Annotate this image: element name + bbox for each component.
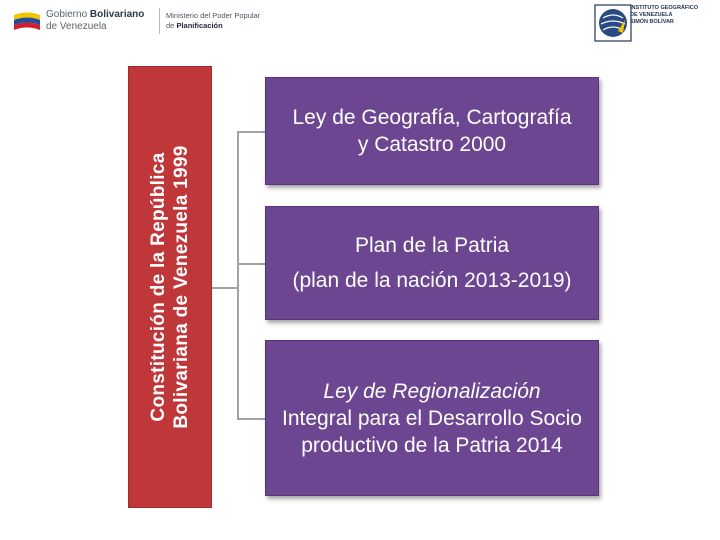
globe-icon [594,4,632,42]
root-node [128,66,212,508]
child-node-plan-patria [265,206,599,320]
ministry-line1: Ministerio del Poder Popular [166,11,261,20]
connector-branch-1 [237,131,265,133]
child-node-sublabel: Integral para el Desarrollo Socio productivo de la Patria 2014 [282,406,582,457]
child-node-ley-geografia [265,77,599,185]
gov-title: Gobierno Bolivariano [46,9,145,20]
connector-branch-3 [237,418,265,420]
ministry-line2: de Planificación [166,21,223,30]
institute-logo [594,4,710,46]
child-node-ley-regionalizacion [265,340,599,496]
government-logo [12,6,261,38]
child-node-label: Ley de Regionalización [323,379,541,403]
child-node-sublabel: (plan de la nación 2013-2019) [292,269,572,292]
header-divider [159,8,160,34]
connector-root [212,287,237,289]
root-node-label: Constitución de la República Bolivariana de Venezuela 1999 [148,145,192,429]
gov-subtitle: de Venezuela [46,21,107,32]
connector-branch-2 [237,263,265,265]
venezuela-flag-icon [12,11,42,31]
child-node-label: Ley de Geografía, Cartografía y Catastro 2000 [292,106,572,156]
child-node-label: Plan de la Patria [354,234,510,257]
connector-trunk [237,131,239,419]
institute-name: INSTITUTO GEOGRÁFICO DE VENEZUELA SIMÓN BOLÍVAR [630,5,699,25]
